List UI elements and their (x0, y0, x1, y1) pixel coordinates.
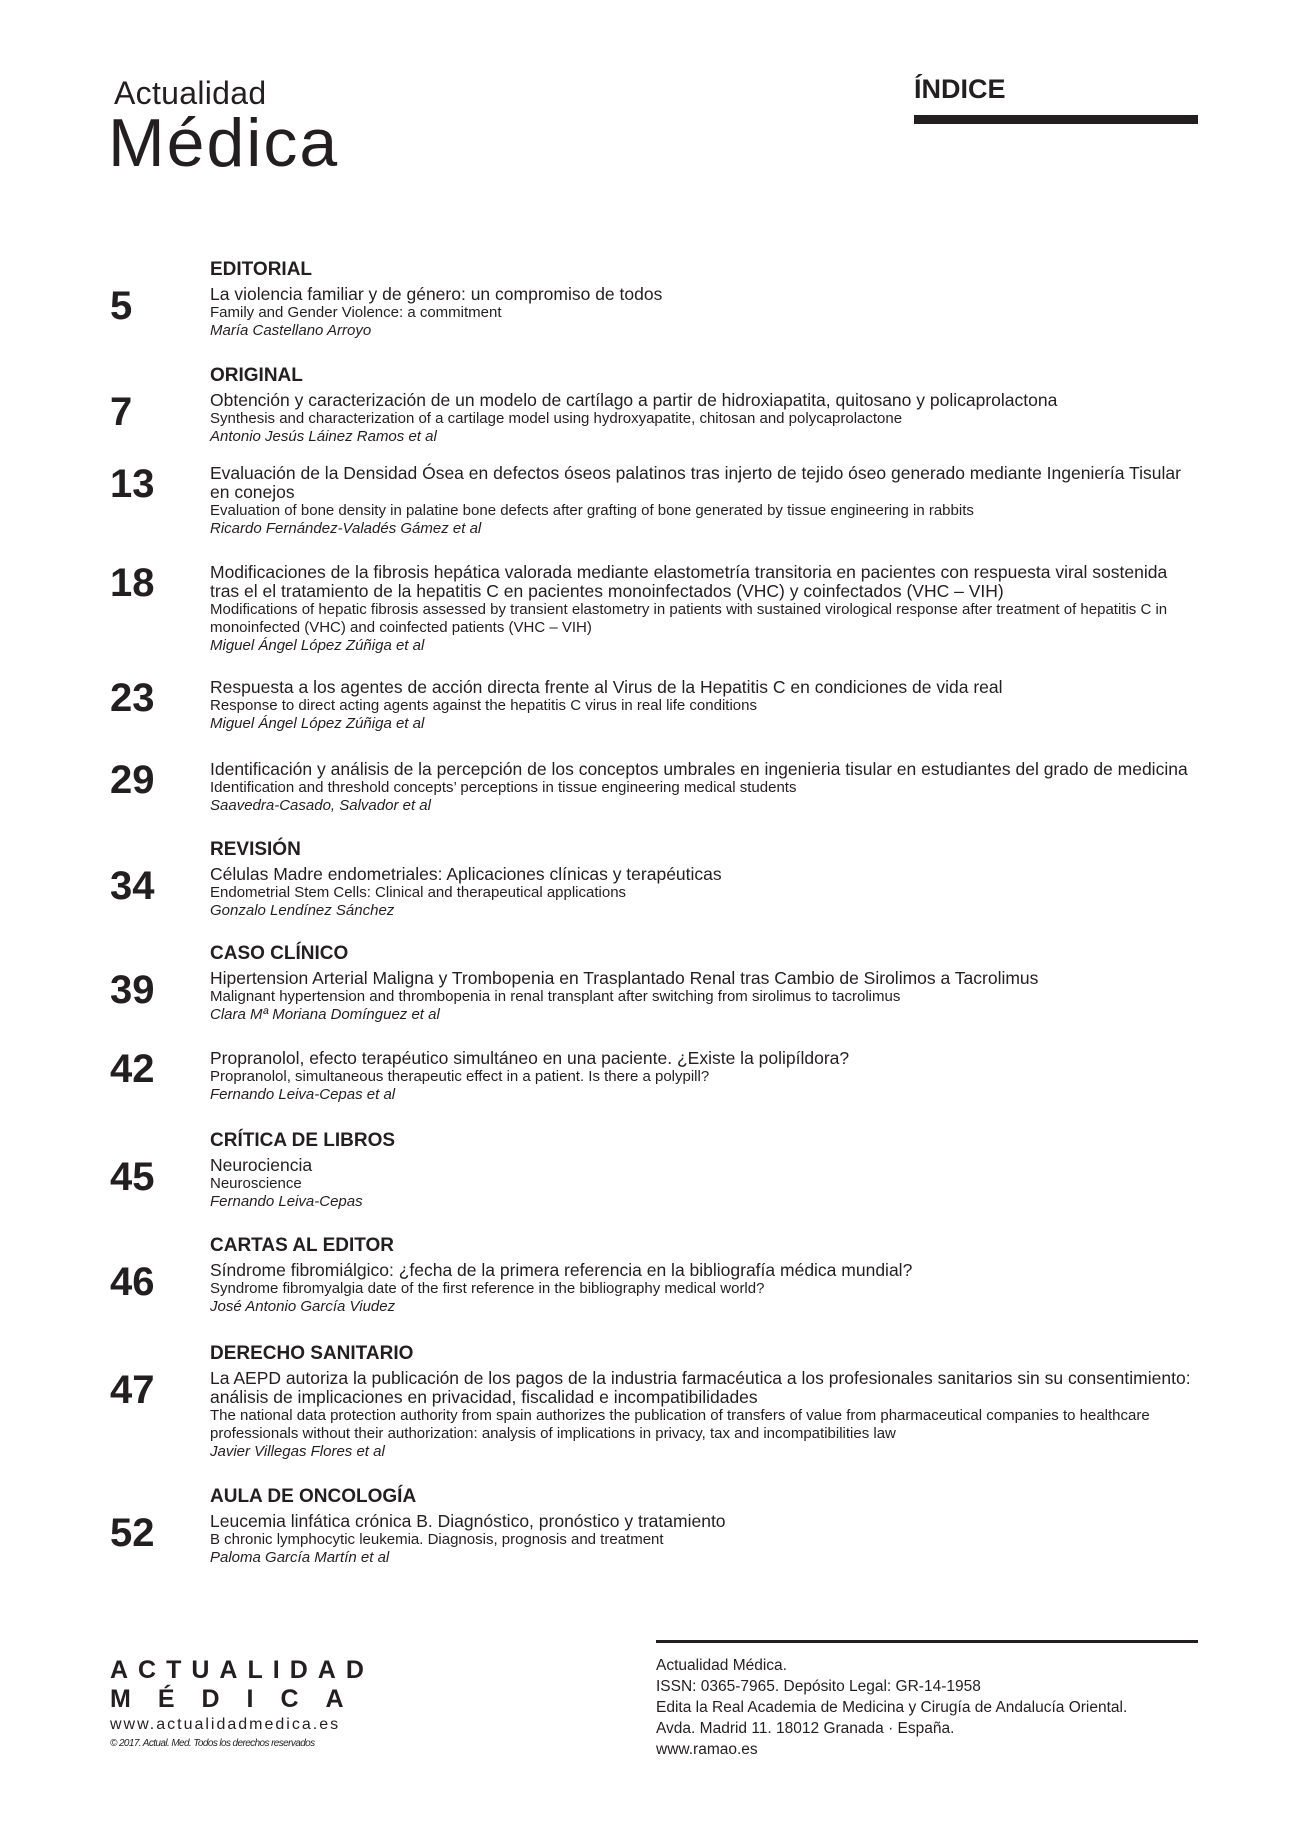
section-heading: CARTAS AL EDITOR (210, 1235, 395, 1256)
page-title: ÍNDICE (914, 74, 1006, 104)
publisher-info-line: ISSN: 0365-7965. Depósito Legal: GR-14-1958 (656, 1678, 981, 1695)
section-heading: DERECHO SANITARIO (210, 1343, 414, 1364)
page-number: 18 (110, 561, 155, 605)
title-underline (914, 115, 1198, 124)
section-heading: ORIGINAL (210, 365, 303, 386)
publisher-info-line: Edita la Real Academia de Medicina y Cirugía de Andalucía Oriental. (656, 1699, 1128, 1716)
footer-divider (656, 1640, 1198, 1643)
article-title-es: Modificaciones de la fibrosis hepática valorada mediante elastometría transitoria en pacientes con respuesta viral sostenida tras el el tratamiento de la hepatitis C en pacientes monoinfectados (VHC) y coinfectados (VHC – VIH) (210, 562, 1168, 601)
article-authors: Clara Mª Moriana Domínguez et al (210, 1006, 440, 1023)
publisher-info-line: Actualidad Médica. (656, 1657, 787, 1674)
article-title-en: B chronic lymphocytic leukemia. Diagnosis, prognosis and treatment (210, 1531, 664, 1548)
page-number: 52 (110, 1511, 155, 1555)
footer-brand-line1: ACTUALIDAD (110, 1656, 374, 1684)
article-title-es: Leucemia linfática crónica B. Diagnóstico, pronóstico y tratamiento (210, 1511, 726, 1531)
copyright-notice: © 2017. Actual. Med. Todos los derechos reservados (110, 1738, 315, 1749)
article-title-en: Neuroscience (210, 1175, 302, 1192)
logo-word-actualidad: Actualidad (114, 75, 267, 111)
article-title-en: Propranolol, simultaneous therapeutic effect in a patient. Is there a polypill? (210, 1068, 710, 1085)
article-title-en: Evaluation of bone density in palatine bone defects after grafting of bone generated by tissue engineering in rabbits (210, 502, 974, 519)
article-authors: Fernando Leiva-Cepas et al (210, 1086, 396, 1103)
section-heading: EDITORIAL (210, 259, 313, 280)
article-authors: Ricardo Fernández-Valadés Gámez et al (210, 520, 482, 537)
article-title-en: Synthesis and characterization of a cartilage model using hydroxyapatite, chitosan and polycaprolactone (210, 410, 903, 427)
article-authors: Paloma García Martín et al (210, 1549, 390, 1566)
page-number: 46 (110, 1260, 155, 1304)
article-authors: José Antonio García Viudez (210, 1298, 396, 1315)
article-title-en: Syndrome fibromyalgia date of the first reference in the bibliography medical world? (210, 1280, 765, 1297)
article-title-es: Síndrome fibromiálgico: ¿fecha de la primera referencia en la bibliografía médica mundial? (210, 1260, 913, 1280)
article-authors: Gonzalo Lendínez Sánchez (210, 902, 395, 919)
article-title-es: Evaluación de la Densidad Ósea en defectos óseos palatinos tras injerto de tejido óseo generado mediante Ingeniería Tisular en conejos (210, 463, 1181, 502)
footer-website-link[interactable]: www.actualidadmedica.es (110, 1716, 341, 1733)
article-authors: Fernando Leiva-Cepas (210, 1193, 363, 1210)
article-title-en: Malignant hypertension and thrombopenia in renal transplant after switching from sirolimus to tacrolimus (210, 988, 901, 1005)
footer-brand-line2: MÉDICA (110, 1685, 371, 1713)
logo-word-medica: Médica (108, 105, 340, 181)
article-title-es: La violencia familiar y de género: un compromiso de todos (210, 284, 663, 304)
page-number: 23 (110, 676, 155, 720)
footer-logo (110, 1656, 374, 1752)
article-title-es: La AEPD autoriza la publicación de los pagos de la industria farmacéutica a los profesionales sanitarios sin su consentimiento: análisis de implicaciones en privacidad, fiscalidad e incompatibilidades (210, 1368, 1191, 1407)
page-number: 7 (110, 390, 133, 434)
article-title-es: Células Madre endometriales: Aplicaciones clínicas y terapéuticas (210, 864, 722, 884)
section-heading: AULA DE ONCOLOGÍA (210, 1486, 417, 1507)
article-title-en: Identification and threshold concepts’ perceptions in tissue engineering medical students (210, 779, 797, 796)
publisher-info (656, 1655, 1127, 1760)
article-authors: Antonio Jesús Láinez Ramos et al (210, 428, 437, 445)
article-title-es: Identificación y análisis de la percepción de los conceptos umbrales en ingenieria tisular en estudiantes del grado de medicina (210, 759, 1188, 779)
page-number: 13 (110, 462, 155, 506)
article-title-en: Family and Gender Violence: a commitment (210, 304, 502, 321)
article-authors: Miguel Ángel López Zúñiga et al (210, 715, 425, 732)
page-number: 45 (110, 1155, 155, 1199)
publisher-info-line: Avda. Madrid 11. 18012 Granada · España. (656, 1720, 955, 1737)
article-title-es: Neurociencia (210, 1155, 313, 1175)
article-title-es: Propranolol, efecto terapéutico simultáneo en una paciente. ¿Existe la polipíldora? (210, 1048, 850, 1068)
section-heading: CRÍTICA DE LIBROS (210, 1130, 396, 1151)
page-number: 39 (110, 968, 155, 1012)
page-number: 42 (110, 1047, 155, 1091)
article-authors: María Castellano Arroyo (210, 322, 372, 339)
article-title-en: The national data protection authority from spain authorizes the publication of transfers of value from pharmaceutical companies to healthcare professionals without their authorization: analysis of implications in privacy, tax and incompatibilities law (210, 1407, 1150, 1442)
page-number: 29 (110, 758, 155, 802)
article-authors: Saavedra-Casado, Salvador et al (210, 797, 431, 814)
publisher-website-link[interactable]: www.ramao.es (656, 1741, 758, 1758)
article-title-en: Endometrial Stem Cells: Clinical and therapeutical applications (210, 884, 627, 901)
section-heading: CASO CLÍNICO (210, 943, 349, 964)
page-number: 5 (110, 284, 133, 328)
article-authors: Javier Villegas Flores et al (210, 1443, 385, 1460)
article-authors: Miguel Ángel López Zúñiga et al (210, 637, 425, 654)
article-title-es: Obtención y caracterización de un modelo de cartílago a partir de hidroxiapatita, quitosano y policaprolactona (210, 390, 1058, 410)
page-number: 34 (110, 864, 155, 908)
article-title-es: Hipertension Arterial Maligna y Trombopenia en Trasplantado Renal tras Cambio de Sirolimos a Tacrolimus (210, 968, 1039, 988)
article-title-en: Modifications of hepatic fibrosis assessed by transient elastometry in patients with sustained virological response after treatment of hepatitis C in monoinfected (VHC) and coinfected patients (VHC – VIH) (210, 601, 1168, 636)
article-title-es: Respuesta a los agentes de acción directa frente al Virus de la Hepatitis C en condiciones de vida real (210, 677, 1003, 697)
section-heading: REVISIÓN (210, 839, 301, 860)
page-number: 47 (110, 1368, 155, 1412)
article-title-en: Response to direct acting agents against the hepatitis C virus in real life conditions (210, 697, 757, 714)
journal-logo (108, 75, 340, 181)
